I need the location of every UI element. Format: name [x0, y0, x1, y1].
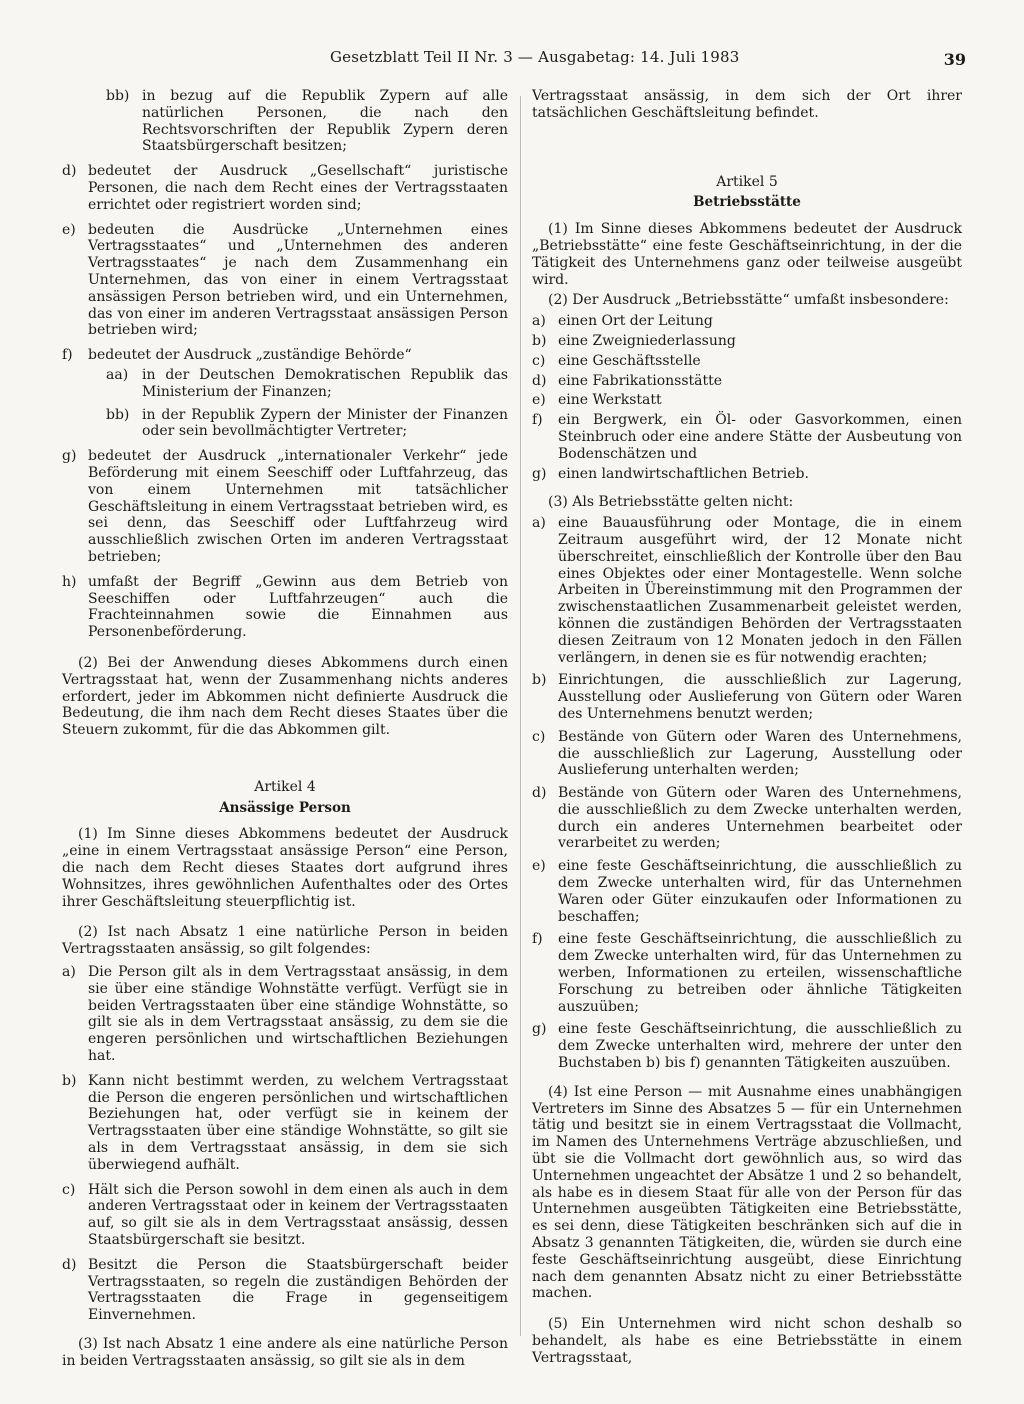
paragraph: (2) Der Ausdruck „Betriebsstätte“ umfaßt insbesondere: — [548, 292, 949, 309]
article-heading: Artikel 5 — [716, 173, 778, 190]
list-item: f) bedeutet der Ausdruck „zuständige Behörde“ — [62, 347, 412, 364]
list-item: d) Bestände von Gütern oder Waren des Unternehmens, die ausschließlich zu dem Zwecke unterhalten werden, durch ein anderes Unternehmen bearbeitet oder verarbeitet zu werden; — [532, 785, 962, 852]
page-number: 39 — [943, 50, 966, 69]
list-item: d) eine Fabrikationsstätte — [532, 372, 723, 389]
paragraph: (2) Bei der Anwendung dieses Abkommens durch einen Vertragsstaat hat, wenn der Zusammenhang nichts anderes erfordert, jeder im Abkommen nicht definierte Ausdruck die Bedeutung, die ihm nach dem Recht dieses Staates über die Steuern zukommt, für die das Abkommen gilt. — [62, 654, 508, 739]
paragraph: (3) Als Betriebsstätte gelten nicht: — [548, 494, 794, 511]
list-item: h) umfaßt der Begriff „Gewinn aus dem Betrieb von Seeschiffen oder Luftfahrzeugen“ auch die Frachteinnahmen sowie die Einnahmen aus Personenbeförderung. — [62, 573, 508, 641]
list-item: d) bedeutet der Ausdruck „Gesellschaft“ juristische Personen, die nach dem Recht eines der Vertragsstaaten errichtet oder registriert worden sind; — [62, 163, 508, 213]
list-item: e) eine feste Geschäftseinrichtung, die ausschließlich zu dem Zwecke unterhalten wird, für das Unternehmen Waren oder Güter einzukaufen oder Informationen zu beschaffen; — [532, 858, 962, 925]
list-item: e) bedeuten die Ausdrücke „Unternehmen eines Vertragsstaates“ und „Unternehmen des anderen Vertragsstaates“ je nach dem Zusammenhang ein Unternehmen, das von einer in einem Vertragsstaat ansässigen Person betrieben wird, und ein Unternehmen, das von einer im anderen Vertragsstaat ansässigen Person betrieben wird; — [62, 221, 508, 339]
list-item: aa) in der Deutschen Demokratischen Republik das Ministerium der Finanzen; — [106, 366, 508, 400]
column-divider — [520, 96, 521, 1336]
left-column — [62, 88, 508, 1384]
sub-list — [106, 367, 508, 440]
paragraph: (1) Im Sinne dieses Abkommens bedeutet der Ausdruck „Betriebsstätte“ eine feste Geschäftseinrichtung, in der die Tätigkeit des Unternehmens ganz oder teilweise ausgeübt wird. — [532, 221, 962, 288]
list-item: a) Die Person gilt als in dem Vertragsstaat ansässig, in dem sie über eine ständige Wohnstätte verfügt. Verfügt sie in beiden Vertragsstaaten über eine ständige Wohnstätte, so gilt sie als in dem Vertragsstaat ansässig, zu dem sie die engeren persönlichen und wirtschaftlichen Beziehungen hat. — [62, 964, 508, 1065]
list-p2 — [532, 313, 962, 482]
list-item: a) eine Bauausführung oder Montage, die in einem Zeitraum ausgeführt wird, der 12 Monate nicht überschreitet, einschließlich der Kontrolle über den Bau eines Objektes oder einer Montagestelle. Wenn solche Arbeiten in Übereinstimmung mit den Programmen der zwischenstaatlichen Zusammenarbeit geleistet werden, können die zuständigen Behörden der Vertragsstaaten diesen Zeitraum von 12 Monaten jedoch in den Fällen verlängern, in denen sie es für notwendig erachten; — [532, 515, 962, 666]
list-item: e) eine Werkstatt — [532, 392, 662, 409]
page-header — [0, 48, 1024, 70]
paragraph: (3) Ist nach Absatz 1 eine andere als eine natürliche Person in beiden Vertragsstaaten ansässig, so gilt sie als in dem — [62, 1336, 508, 1369]
list-item: g) bedeutet der Ausdruck „internationaler Verkehr“ jede Beförderung mit einem Seeschiff oder Luftfahrzeug, das von einem Unternehmen mit tatsächlicher Geschäftsleitung in einem Vertragsstaat betrieben wird, es sei denn, das Seeschiff oder Luftfahrzeug wird ausschließlich zwischen Orten im anderen Vertragsstaat betrieben; — [62, 448, 508, 565]
list-item: bb) in bezug auf die Republik Zypern auf alle natürlichen Personen, die nach den Rechtsvorschriften der Republik Zypern deren Staatsbürgerschaft besitzen; — [106, 88, 508, 155]
list-p3 — [532, 515, 962, 1072]
list-item: c) Bestände von Gütern oder Waren des Unternehmens, die ausschließlich zur Lagerung, Ausstellung oder Auslieferung unterhalten werden; — [532, 728, 962, 779]
list-item: d) Besitzt die Person die Staatsbürgerschaft beider Vertragsstaaten, so regeln die zuständigen Behörden der Vertragsstaaten die Frage in gegenseitigem Einvernehmen. — [62, 1256, 508, 1324]
list-item: g) einen landwirtschaftlichen Betrieb. — [532, 465, 809, 482]
list-item: bb) in der Republik Zypern der Minister der Finanzen oder sein bevollmächtigter Vertreter; — [106, 406, 508, 440]
article-title: Betriebsstätte — [693, 194, 801, 211]
header-title: Gesetzblatt Teil II Nr. 3 — Ausgabetag: 14. Juli 1983 — [330, 48, 740, 66]
paragraph: (1) Im Sinne dieses Abkommens bedeutet der Ausdruck „eine in einem Vertragsstaat ansässige Person“ eine Person, die nach dem Recht dieses Staates dort aufgrund ihres Wohnsitzes, ihres gewöhnlichen Aufenthaltes oder des Ortes ihrer Geschäftsleitung steuerpflichtig ist. — [62, 826, 508, 910]
paragraph: Vertragsstaat ansässig, in dem sich der Ort ihrer tatsächlichen Geschäftsleitung befindet. — [532, 88, 962, 121]
paragraph: (2) Ist nach Absatz 1 eine natürliche Person in beiden Vertragsstaaten ansässig, so gilt folgendes: — [62, 924, 508, 958]
list-item: c) eine Geschäftsstelle — [532, 352, 701, 369]
article-title: Ansässige Person — [219, 799, 351, 816]
right-column — [532, 88, 962, 1381]
list-item: b) eine Zweigniederlassung — [532, 332, 736, 349]
list-item: b) Einrichtungen, die ausschließlich zur Lagerung, Ausstellung oder Auslieferung von Gütern oder Waren des Unternehmens benutzt werden; — [532, 672, 962, 722]
list-item: b) Kann nicht bestimmt werden, zu welchem Vertragsstaat die Person die engeren persönlichen und wirtschaftlichen Beziehungen hat, oder verfügt sie in keinem der Vertragsstaaten über eine ständige Wohnstätte, so gilt sie als in dem Vertragsstaat ansässig, in dem sie sich überwiegend aufhält. — [62, 1072, 508, 1173]
paragraph: (5) Ein Unternehmen wird nicht schon deshalb so behandelt, als habe es eine Betriebsstätte in einem Vertragsstaat, — [532, 1316, 962, 1366]
list-item: a) einen Ort der Leitung — [532, 313, 713, 330]
paragraph: (4) Ist eine Person — mit Ausnahme eines unabhängigen Vertreters im Sinne des Absatzes 5 — für ein Unternehmen tätig und besitzt sie in einem Vertragsstaat die Vollmacht, im Namen des Unternehmens Verträge abzuschließen, und übt sie die Vollmacht dort gewöhnlich aus, so wird das Unternehmen ungeachtet der Absätze 1 und 2 so behandelt, als habe es in diesem Staat für alle von der Person für das Unternehmen ausgeübten Tätigkeiten eine Betriebsstätte, es sei denn, diese Tätigkeiten beschränken sich auf die in Absatz 3 genannten Tätigkeiten, die, würden sie durch eine feste Geschäftseinrichtung ausgeübt, diese Einrichtung nach dem genannten Absatz nicht zu einer Betriebsstätte machen. — [532, 1083, 962, 1302]
list-item: f) ein Bergwerk, ein Öl- oder Gasvorkommen, einen Steinbruch oder eine andere Stätte der Ausbeutung von Bodenschätzen und — [532, 412, 962, 462]
list-item: g) eine feste Geschäftseinrichtung, die ausschließlich zu dem Zwecke unterhalten wird, mehrere der unter den Buchstaben b) bis f) genannten Tätigkeiten auszuüben. — [532, 1021, 962, 1072]
article-heading: Artikel 4 — [254, 778, 316, 795]
list-item: c) Hält sich die Person sowohl in dem einen als auch in dem anderen Vertragsstaat oder in keinem der Vertragsstaaten auf, so gilt sie als in dem Vertragsstaat ansässig, dessen Staatsbürgerschaft sie besitzt. — [62, 1181, 508, 1249]
list-item: f) eine feste Geschäftseinrichtung, die ausschließlich zu dem Zwecke unterhalten wird, für das Unternehmen zu werben, Informationen zu erteilen, wissenschaftliche Forschung zu betreiben oder ähnliche Tätigkeiten auszuüben; — [532, 931, 962, 1015]
